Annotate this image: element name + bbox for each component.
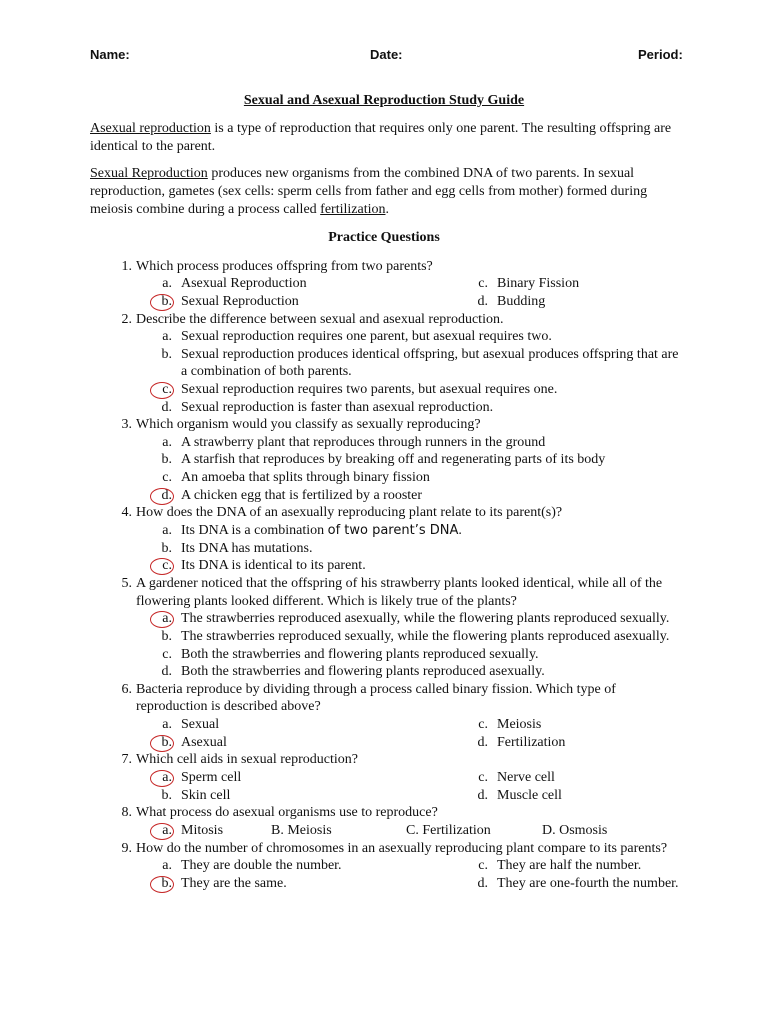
question-5-cont [0, 593, 768, 611]
option-text: They are double the number. [181, 858, 342, 873]
q2-option-b [0, 346, 768, 364]
option-letter: d. [477, 294, 488, 309]
option-letter: b. [161, 452, 172, 467]
date-label: Date: [370, 47, 403, 62]
answer-circle [150, 488, 174, 505]
option-text: Its DNA has mutations. [181, 541, 313, 556]
q7-row-2 [0, 787, 768, 805]
option-text: Nerve cell [497, 770, 555, 785]
option-text-part: . [458, 523, 462, 538]
option-letter: c. [162, 382, 172, 397]
option-text: A strawberry plant that reproduces through runners in the ground [181, 435, 546, 450]
option-text-part: of two parent’s DNA [327, 523, 459, 538]
q3-option-c [0, 469, 768, 487]
option-text: Asexual [181, 735, 227, 750]
q3-option-b [0, 451, 768, 469]
header-fields [0, 47, 768, 67]
option-text: They are one-fourth the number. [497, 876, 679, 891]
question-text: Describe the difference between sexual and asexual reproduction. [136, 312, 504, 327]
option-letter: b. [161, 294, 172, 309]
q4-option-a [0, 522, 768, 540]
q1-row-1 [0, 275, 768, 293]
question-number: 6. [121, 682, 132, 697]
question-6 [0, 681, 768, 699]
option-letter: a. [162, 611, 172, 626]
option-text: The strawberries reproduced sexually, while the flowering plants reproduced asexually. [181, 629, 670, 644]
sexual-term: Sexual Reproduction [90, 166, 208, 181]
option-letter: a. [162, 435, 172, 450]
option-text: Budding [497, 294, 546, 309]
option-text: B. Meiosis [271, 823, 332, 838]
question-text: A gardener noticed that the offspring of his strawberry plants looked identical, while all of the [136, 576, 663, 591]
option-letter: d. [477, 788, 488, 803]
option-letter: d. [477, 735, 488, 750]
option-text: The strawberries reproduced asexually, while the flowering plants reproduced sexually. [181, 611, 670, 626]
option-text: D. Osmosis [542, 823, 608, 838]
option-text: Sexual reproduction produces identical offspring, but asexual produces offspring that are [181, 347, 679, 362]
question-2 [0, 311, 768, 329]
option-text: They are half the number. [497, 858, 642, 873]
q1-row-2 [0, 293, 768, 311]
option-letter: b. [161, 347, 172, 362]
asexual-def-text-1: is a type of reproduction that requires only one parent. The resulting offspring are [210, 121, 672, 136]
option-letter: c. [162, 558, 172, 573]
q9-row-1 [0, 857, 768, 875]
option-text: Sexual Reproduction [181, 294, 299, 309]
page-title: Sexual and Asexual Reproduction Study Guide [243, 93, 525, 108]
option-letter: d. [161, 664, 172, 679]
question-number: 4. [121, 505, 132, 520]
question-text: Which organism would you classify as sexually reproducing? [136, 417, 481, 432]
option-text: Both the strawberries and flowering plants reproduced sexually. [181, 647, 539, 662]
question-number: 3. [121, 417, 132, 432]
sexual-def-text-3: meiosis combine during a process called [90, 202, 321, 217]
question-3 [0, 416, 768, 434]
option-letter: a. [162, 523, 172, 538]
answer-circle [150, 770, 174, 787]
question-number: 9. [121, 841, 132, 856]
question-number: 8. [121, 805, 132, 820]
q9-row-2 [0, 875, 768, 893]
q4-option-b [0, 540, 768, 558]
answer-circle [150, 735, 174, 752]
option-text: Fertilization [497, 735, 566, 750]
q5-option-d [0, 663, 768, 681]
question-8 [0, 804, 768, 822]
question-1 [0, 258, 768, 276]
option-letter: c. [162, 470, 172, 485]
question-9 [0, 840, 768, 858]
q3-option-a [0, 434, 768, 452]
name-label: Name: [90, 47, 130, 62]
option-text: Sexual [181, 717, 220, 732]
period-label: Period: [638, 47, 683, 62]
option-letter: c. [478, 717, 488, 732]
option-letter: c. [478, 276, 488, 291]
option-letter: a. [162, 770, 172, 785]
option-letter: b. [161, 541, 172, 556]
option-text: Sexual reproduction requires one parent, but asexual requires two. [181, 329, 552, 344]
option-text: a combination of both parents. [181, 364, 352, 379]
q3-option-d [0, 487, 768, 505]
option-letter: a. [162, 717, 172, 732]
question-4 [0, 504, 768, 522]
option-text: Sperm cell [181, 770, 242, 785]
asexual-definition [90, 120, 680, 156]
asexual-term: Asexual reproduction [90, 121, 211, 136]
option-letter: a. [162, 329, 172, 344]
option-letter: d. [161, 400, 172, 415]
question-text: Bacteria reproduce by dividing through a process called binary fission. Which type of [136, 682, 616, 697]
option-text: Sexual reproduction is faster than asexual reproduction. [181, 400, 494, 415]
q2-option-c [0, 381, 768, 399]
q2-option-d [0, 399, 768, 417]
sexual-def-text-1: produces new organisms from the combined DNA of two parents. In sexual [207, 166, 635, 181]
answer-circle [150, 382, 174, 399]
option-letter: a. [162, 823, 172, 838]
option-text: An amoeba that splits through binary fission [181, 470, 430, 485]
q5-option-b [0, 628, 768, 646]
option-letter: b. [161, 876, 172, 891]
question-6-cont [0, 698, 768, 716]
option-text: Meiosis [497, 717, 542, 732]
option-text: Binary Fission [497, 276, 580, 291]
question-text: Which process produces offspring from two parents? [136, 259, 433, 274]
question-number: 7. [121, 752, 132, 767]
question-text: Which cell aids in sexual reproduction? [136, 752, 358, 767]
option-letter: a. [162, 276, 172, 291]
option-text: They are the same. [181, 876, 287, 891]
question-text: How do the number of chromosomes in an asexually reproducing plant compare to its parents? [136, 841, 668, 856]
option-letter: b. [161, 629, 172, 644]
option-letter: a. [162, 858, 172, 873]
option-letter: b. [161, 788, 172, 803]
option-text: Muscle cell [497, 788, 562, 803]
option-letter: d. [161, 488, 172, 503]
answer-circle [150, 558, 174, 575]
q6-row-2 [0, 734, 768, 752]
question-text: What process do asexual organisms use to reproduce? [136, 805, 438, 820]
question-text: reproduction is described above? [136, 699, 321, 714]
option-text: Mitosis [181, 823, 224, 838]
option-text: Sexual reproduction requires two parents, but asexual requires one. [181, 382, 558, 397]
option-text: Asexual Reproduction [181, 276, 307, 291]
question-text: flowering plants looked different. Which is likely true of the plants? [136, 594, 517, 609]
option-text [181, 522, 462, 540]
sexual-def-end: . [385, 202, 389, 217]
option-text: C. Fertilization [406, 823, 491, 838]
q2-option-b-cont [0, 363, 768, 381]
q7-row-1 [0, 769, 768, 787]
question-number: 1. [121, 259, 132, 274]
option-letter: b. [161, 735, 172, 750]
q6-row-1 [0, 716, 768, 734]
question-number: 5. [121, 576, 132, 591]
option-text: Its DNA is identical to its parent. [181, 558, 366, 573]
q4-option-c [0, 557, 768, 575]
answer-circle [150, 294, 174, 311]
option-letter: c. [478, 858, 488, 873]
q8-options [0, 822, 768, 840]
answer-circle [150, 823, 174, 840]
option-letter: c. [478, 770, 488, 785]
sexual-def-text-2: reproduction, gametes (sex cells: sperm cells from father and egg cells from mother) formed during [90, 184, 648, 199]
option-text-part: Its DNA is a combination [181, 523, 328, 538]
question-5 [0, 575, 768, 593]
asexual-def-text-2: identical to the parent. [90, 139, 216, 154]
question-7 [0, 751, 768, 769]
option-text: Both the strawberries and flowering plants reproduced asexually. [181, 664, 545, 679]
option-text: A starfish that reproduces by breaking off and regenerating parts of its body [181, 452, 606, 467]
q5-option-c [0, 646, 768, 664]
question-text: How does the DNA of an asexually reproducing plant relate to its parent(s)? [136, 505, 563, 520]
q2-option-a [0, 328, 768, 346]
q5-option-a [0, 610, 768, 628]
option-text: Skin cell [181, 788, 231, 803]
fertilization-term: fertilization [320, 202, 386, 217]
option-letter: c. [162, 647, 172, 662]
answer-circle [150, 876, 174, 893]
question-number: 2. [121, 312, 132, 327]
section-title: Practice Questions [328, 230, 440, 245]
option-letter: d. [477, 876, 488, 891]
sexual-definition [90, 165, 680, 219]
answer-circle [150, 611, 174, 628]
option-text: A chicken egg that is fertilized by a rooster [181, 488, 423, 503]
